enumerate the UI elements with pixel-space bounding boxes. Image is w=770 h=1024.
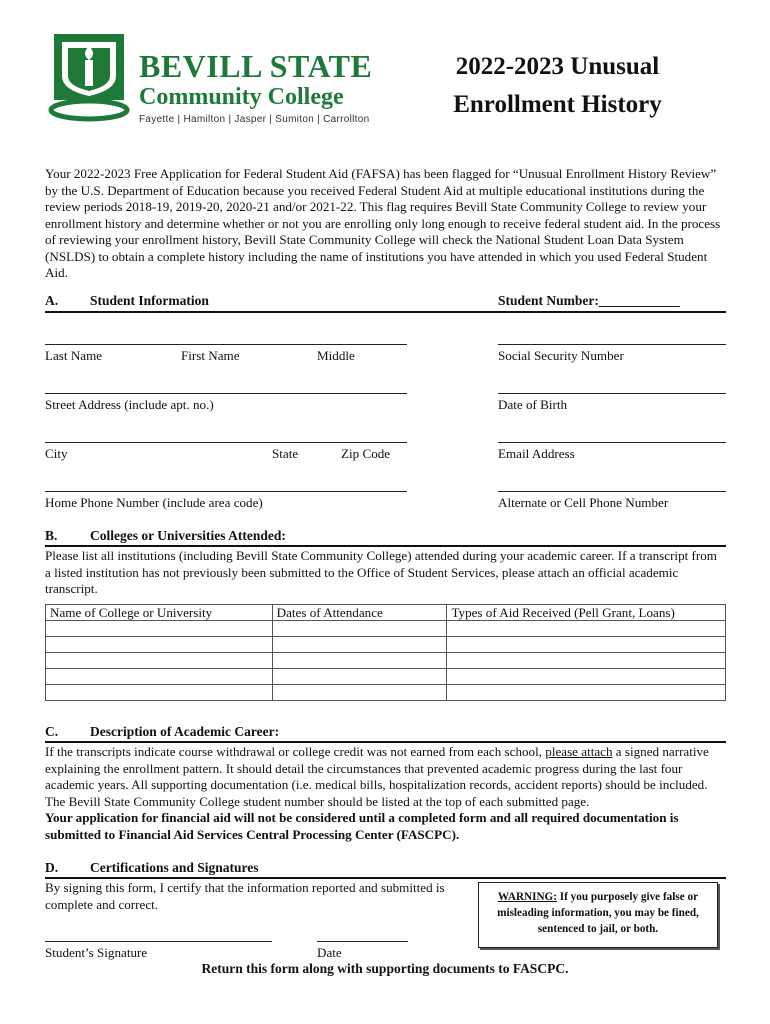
section-c-text [45, 744, 725, 843]
section-c-letter: C. [45, 724, 59, 739]
page-title [430, 48, 685, 124]
signature-input-line[interactable] [45, 941, 272, 942]
attendance-dates-cell[interactable] [272, 621, 447, 637]
aid-types-cell[interactable] [447, 637, 726, 653]
torch-shield-icon [44, 28, 134, 130]
street-label: Street Address (include apt. no.) [45, 397, 214, 412]
table-header-row [46, 605, 726, 621]
name-input-line[interactable] [45, 344, 407, 345]
section-d-heading: Certifications and Signatures [90, 860, 259, 875]
table-row [46, 621, 726, 637]
section-c-bold-note: Your application for financial aid will not be considered until a completed form and all required documentation is submitted to Financial Aid Services Central Processing Center (FASCPC). [45, 810, 679, 842]
intro-paragraph: Your 2022-2023 Free Application for Federal Student Aid (FAFSA) has been flagged for “Unusual Enrollment History Review” by the U.S. Department of Education because you received Federal Student Aid at multiple educational institutions during the review periods 2018-19, 2019-20, 2020-21 and/or 2021-22. This flag requires Bevill State Community College to review your enrollment history and determine whether or not you are enrolling only long enough to receive federal student aid. In the process of reviewing your enrollment history, Bevill State Community College will check the National Student Loan Data System (NSLDS) to obtain a complete history including the name of institutions you have attended in which you used Federal Student Aid. [45, 166, 721, 280]
aid-types-cell[interactable] [447, 685, 726, 701]
section-c-rule [45, 741, 726, 743]
attendance-dates-cell[interactable] [272, 669, 447, 685]
certification-text: By signing this form, I certify that the information reported and submitted is complete and correct. [45, 880, 445, 912]
home-phone-label: Home Phone Number (include area code) [45, 495, 263, 510]
section-d-rule [45, 877, 726, 879]
table-row [46, 685, 726, 701]
section-b-text: Please list all institutions (including Bevill State Community College) attended during your academic career. If a transcript from a listed institution has not previously been submitted to the Office of Student Services, please attach an official academic transcript. [45, 548, 717, 596]
date-input-line[interactable] [317, 941, 408, 942]
section-a-heading: Student Information [90, 293, 209, 308]
colleges-table [45, 604, 726, 701]
section-a-rule [45, 311, 726, 313]
first-name-label: First Name [181, 348, 240, 363]
college-name-cell[interactable] [46, 685, 273, 701]
section-b-letter: B. [45, 528, 58, 543]
warning-box [478, 882, 718, 948]
street-input-line[interactable] [45, 393, 407, 394]
please-attach-link[interactable]: please attach [545, 744, 613, 759]
state-label: State [272, 446, 299, 461]
section-a-letter: A. [45, 293, 59, 308]
college-name-cell[interactable] [46, 621, 273, 637]
dob-input-line[interactable] [498, 393, 726, 394]
aid-types-cell[interactable] [447, 669, 726, 685]
alt-phone-label: Alternate or Cell Phone Number [498, 495, 669, 510]
zip-label: Zip Code [341, 446, 391, 461]
email-input-line[interactable] [498, 442, 726, 443]
footer-instruction: Return this form along with supporting documents to FASCPC. [201, 961, 569, 976]
logo-name-line1: BEVILL STATE [139, 48, 373, 84]
column-header: Types of Aid Received (Pell Grant, Loans) [447, 605, 726, 621]
section-d-letter: D. [45, 860, 59, 875]
attendance-dates-cell[interactable] [272, 653, 447, 669]
warning-label: WARNING: [497, 891, 557, 903]
dob-label: Date of Birth [498, 397, 568, 412]
table-row [46, 637, 726, 653]
warning-text: If you purposely give false or misleading information, you may be fined, sentenced to jail, or both. [497, 891, 699, 935]
logo-campuses: Fayette | Hamilton | Jasper | Sumiton | Carrollton [139, 114, 370, 125]
student-number-label: Student Number:____________ [498, 293, 680, 308]
column-header: Name of College or University [46, 605, 273, 621]
section-b-rule [45, 545, 726, 547]
middle-label: Middle [317, 348, 355, 363]
ssn-input-line[interactable] [498, 344, 726, 345]
home-phone-input-line[interactable] [45, 491, 407, 492]
college-name-cell[interactable] [46, 669, 273, 685]
aid-types-cell[interactable] [447, 621, 726, 637]
aid-types-cell[interactable] [447, 653, 726, 669]
title-line1: 2022-2023 Unusual [455, 53, 660, 80]
logo-name-line2: Community College [139, 84, 344, 110]
college-logo [44, 28, 376, 130]
college-name-cell[interactable] [46, 637, 273, 653]
last-name-label: Last Name [45, 348, 103, 363]
table-row [46, 653, 726, 669]
city-label: City [45, 446, 68, 461]
signature-label: Student’s Signature [45, 945, 148, 960]
section-c-heading: Description of Academic Career: [90, 724, 280, 739]
column-header: Dates of Attendance [272, 605, 447, 621]
section-c-text-start: If the transcripts indicate course withdrawal or college credit was not earned from each school, [45, 744, 546, 759]
email-label: Email Address [498, 446, 575, 461]
city-input-line[interactable] [45, 442, 407, 443]
attendance-dates-cell[interactable] [272, 637, 447, 653]
alt-phone-input-line[interactable] [498, 491, 726, 492]
title-line2: Enrollment History [453, 91, 662, 118]
table-row [46, 669, 726, 685]
date-label: Date [317, 945, 342, 960]
ssn-label: Social Security Number [498, 348, 624, 363]
section-c-text-end: a signed narrative explaining the enrollment pattern. It should detail the circumstances that prevented academic progress during the last four academic years. All supporting documentation (i.e. medical bills, hospitalization records, accident reports) should be included. The Bevill State Community College student number should be listed at the top of each submitted page. [45, 744, 709, 809]
attendance-dates-cell[interactable] [272, 685, 447, 701]
college-name-cell[interactable] [46, 653, 273, 669]
section-b-heading: Colleges or Universities Attended: [90, 528, 286, 543]
